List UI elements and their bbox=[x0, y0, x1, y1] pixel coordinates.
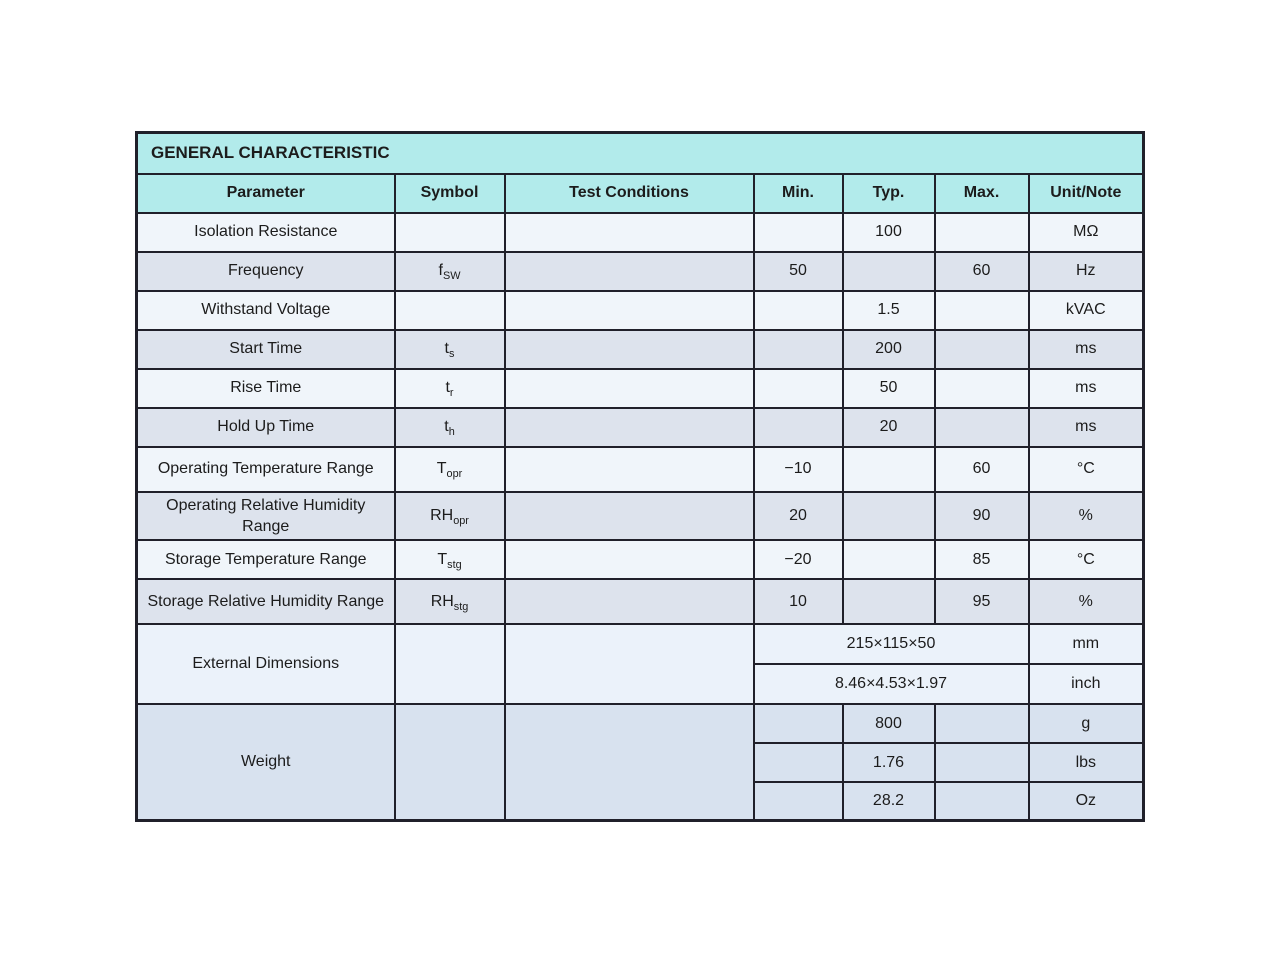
cell-unit: °C bbox=[1029, 447, 1144, 492]
cell-unit: ms bbox=[1029, 408, 1144, 447]
cell-unit: Oz bbox=[1029, 782, 1144, 821]
col-header-parameter: Parameter bbox=[137, 174, 395, 213]
cell-unit: ms bbox=[1029, 330, 1144, 369]
cell-test-conditions bbox=[505, 213, 754, 252]
cell-symbol bbox=[395, 704, 505, 821]
cell-symbol bbox=[395, 291, 505, 330]
cell-min bbox=[754, 782, 843, 821]
table-head bbox=[137, 133, 1144, 213]
column-header-row bbox=[137, 174, 1144, 213]
cell-symbol: $T_{stg}$ bbox=[395, 540, 505, 579]
cell-typ bbox=[843, 492, 935, 540]
cell-min: −10 bbox=[754, 447, 843, 492]
cell-symbol: $RH_{stg}$ bbox=[395, 579, 505, 624]
table-row bbox=[137, 408, 1144, 447]
cell-typ bbox=[843, 252, 935, 291]
cell-param: Withstand Voltage bbox=[137, 291, 395, 330]
symbol-subscript: stg bbox=[447, 558, 462, 571]
cell-symbol: $t_r$ bbox=[395, 369, 505, 408]
cell-param: Operating Temperature Range bbox=[137, 447, 395, 492]
cell-param: Rise Time bbox=[137, 369, 395, 408]
cell-unit: Hz bbox=[1029, 252, 1144, 291]
cell-max bbox=[935, 291, 1029, 330]
cell-param: Storage Relative Humidity Range bbox=[137, 579, 395, 624]
table-row bbox=[137, 369, 1144, 408]
title-row bbox=[137, 133, 1144, 174]
general-characteristic-table bbox=[135, 131, 1145, 822]
symbol-subscript: h bbox=[448, 426, 455, 439]
table-row bbox=[137, 579, 1144, 624]
cell-max: 95 bbox=[935, 579, 1029, 624]
cell-typ: 20 bbox=[843, 408, 935, 447]
cell-test-conditions bbox=[505, 252, 754, 291]
cell-unit: MΩ bbox=[1029, 213, 1144, 252]
cell-max bbox=[935, 704, 1029, 743]
cell-test-conditions bbox=[505, 408, 754, 447]
cell-min bbox=[754, 704, 843, 743]
cell-unit: lbs bbox=[1029, 743, 1144, 782]
cell-test-conditions bbox=[505, 291, 754, 330]
cell-unit: ms bbox=[1029, 369, 1144, 408]
col-header-min: Min. bbox=[754, 174, 843, 213]
symbol-subscript: r bbox=[449, 387, 454, 400]
table-title: GENERAL CHARACTERISTIC bbox=[137, 133, 1144, 174]
cell-typ: 28.2 bbox=[843, 782, 935, 821]
col-header-symbol: Symbol bbox=[395, 174, 505, 213]
cell-typ bbox=[843, 540, 935, 579]
cell-dimension-value: 215×115×50 bbox=[754, 624, 1029, 664]
cell-typ: 100 bbox=[843, 213, 935, 252]
dimensions-row bbox=[137, 624, 1144, 664]
symbol-subscript: SW bbox=[442, 270, 461, 283]
cell-min bbox=[754, 291, 843, 330]
cell-typ: 800 bbox=[843, 704, 935, 743]
cell-max: 85 bbox=[935, 540, 1029, 579]
cell-test-conditions bbox=[505, 369, 754, 408]
cell-min bbox=[754, 330, 843, 369]
cell-param: Storage Temperature Range bbox=[137, 540, 395, 579]
cell-symbol: $f_{SW}$ bbox=[395, 252, 505, 291]
symbol-subscript: s bbox=[449, 348, 455, 361]
cell-unit: mm bbox=[1029, 624, 1144, 664]
cell-symbol: $t_s$ bbox=[395, 330, 505, 369]
cell-typ: 1.76 bbox=[843, 743, 935, 782]
symbol-subscript: opr bbox=[453, 515, 469, 528]
cell-symbol bbox=[395, 213, 505, 252]
cell-test-conditions bbox=[505, 447, 754, 492]
cell-dimension-value: 8.46×4.53×1.97 bbox=[754, 664, 1029, 704]
cell-unit: % bbox=[1029, 579, 1144, 624]
table-row bbox=[137, 291, 1144, 330]
cell-unit: inch bbox=[1029, 664, 1144, 704]
cell-symbol: $t_h$ bbox=[395, 408, 505, 447]
cell-max: 90 bbox=[935, 492, 1029, 540]
cell-max: 60 bbox=[935, 447, 1029, 492]
col-header-unit-note: Unit/Note bbox=[1029, 174, 1144, 213]
cell-test-conditions bbox=[505, 704, 754, 821]
cell-min bbox=[754, 408, 843, 447]
cell-max bbox=[935, 213, 1029, 252]
cell-test-conditions bbox=[505, 330, 754, 369]
cell-test-conditions bbox=[505, 579, 754, 624]
cell-typ: 200 bbox=[843, 330, 935, 369]
cell-unit: g bbox=[1029, 704, 1144, 743]
table-body bbox=[137, 213, 1144, 821]
table-row bbox=[137, 447, 1144, 492]
cell-min bbox=[754, 369, 843, 408]
cell-param: Frequency bbox=[137, 252, 395, 291]
cell-max bbox=[935, 782, 1029, 821]
cell-symbol: $T_{opr}$ bbox=[395, 447, 505, 492]
cell-unit: kVAC bbox=[1029, 291, 1144, 330]
col-header-test-conditions: Test Conditions bbox=[505, 174, 754, 213]
cell-max: 60 bbox=[935, 252, 1029, 291]
cell-min bbox=[754, 743, 843, 782]
cell-typ bbox=[843, 447, 935, 492]
cell-param: Start Time bbox=[137, 330, 395, 369]
table-row bbox=[137, 330, 1144, 369]
cell-max bbox=[935, 743, 1029, 782]
col-header-max: Max. bbox=[935, 174, 1029, 213]
table-row bbox=[137, 213, 1144, 252]
cell-param: Operating Relative Humidity Range bbox=[137, 492, 395, 540]
cell-test-conditions bbox=[505, 492, 754, 540]
cell-max bbox=[935, 330, 1029, 369]
table-row bbox=[137, 252, 1144, 291]
cell-param: Isolation Resistance bbox=[137, 213, 395, 252]
cell-typ bbox=[843, 579, 935, 624]
symbol-subscript: opr bbox=[446, 468, 463, 481]
cell-test-conditions bbox=[505, 540, 754, 579]
cell-min: 20 bbox=[754, 492, 843, 540]
cell-param: External Dimensions bbox=[137, 624, 395, 704]
cell-unit: % bbox=[1029, 492, 1144, 540]
cell-typ: 1.5 bbox=[843, 291, 935, 330]
cell-min bbox=[754, 213, 843, 252]
cell-max bbox=[935, 369, 1029, 408]
cell-min: −20 bbox=[754, 540, 843, 579]
table-row bbox=[137, 492, 1144, 540]
cell-symbol: $RH_{opr}$ bbox=[395, 492, 505, 540]
cell-typ: 50 bbox=[843, 369, 935, 408]
weight-row bbox=[137, 704, 1144, 743]
cell-test-conditions bbox=[505, 624, 754, 704]
symbol-subscript: stg bbox=[453, 600, 469, 613]
cell-param: Hold Up Time bbox=[137, 408, 395, 447]
cell-symbol bbox=[395, 624, 505, 704]
table-row bbox=[137, 540, 1144, 579]
cell-min: 50 bbox=[754, 252, 843, 291]
cell-max bbox=[935, 408, 1029, 447]
col-header-typ: Typ. bbox=[843, 174, 935, 213]
cell-min: 10 bbox=[754, 579, 843, 624]
cell-param: Weight bbox=[137, 704, 395, 821]
cell-unit: °C bbox=[1029, 540, 1144, 579]
